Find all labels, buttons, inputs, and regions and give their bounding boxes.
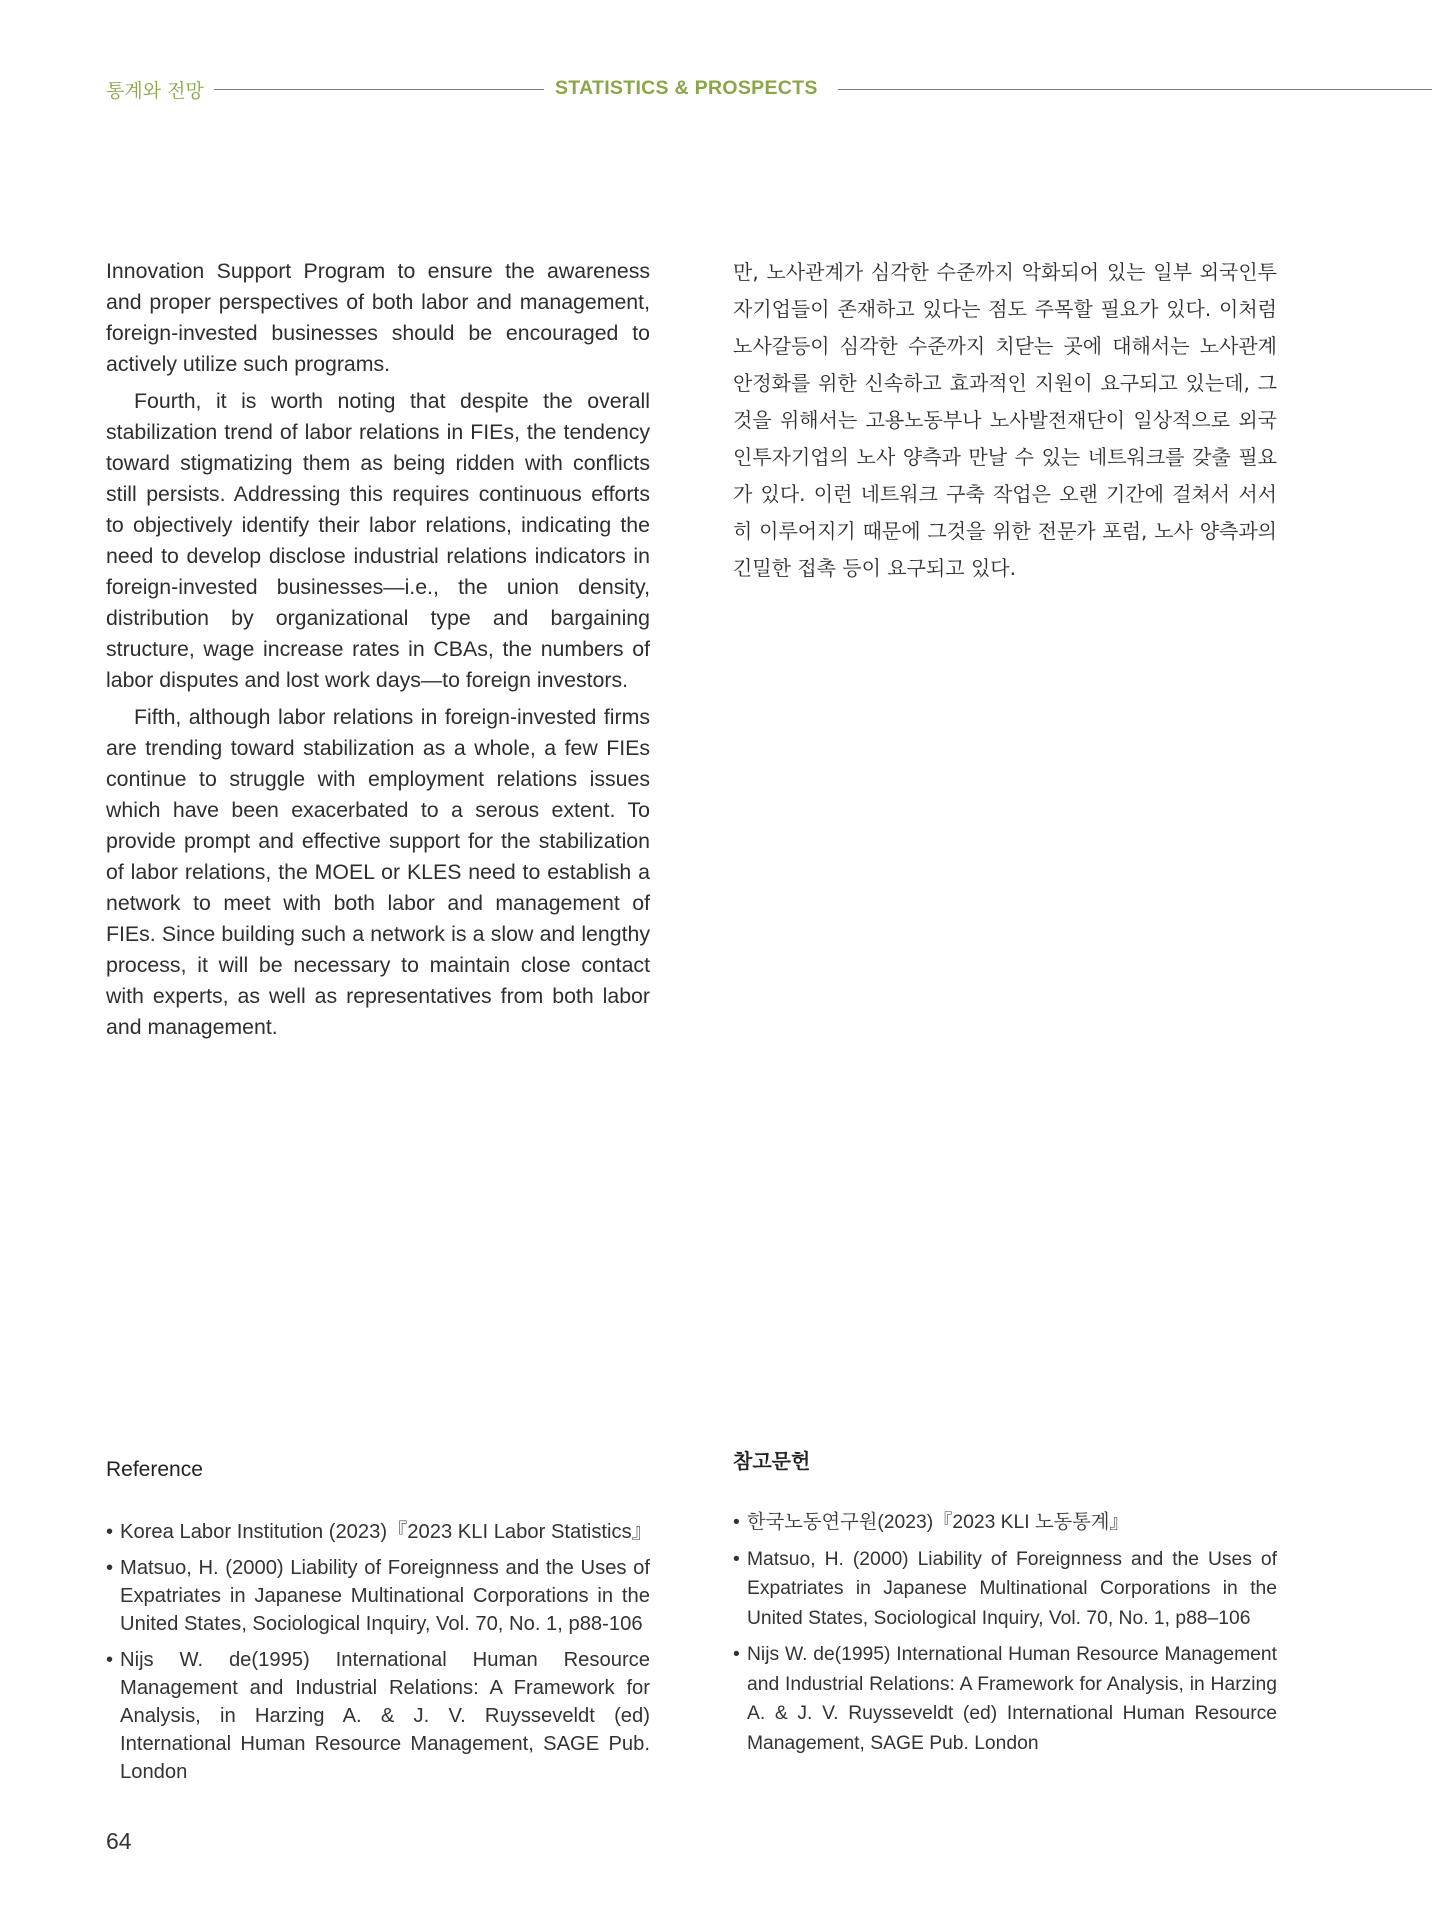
reference-text: Nijs W. de(1995) International Human Resource Management and Industrial Relations: A Framework for Analysis, in Harzing A. & J. V. Ruysseveldt (ed) International Human Resource Management, SAGE Pub. London	[747, 1644, 1277, 1754]
references-list-english	[106, 1518, 650, 1794]
reference-item	[733, 1640, 1277, 1758]
bullet-icon: •	[106, 1649, 114, 1671]
reference-text: Matsuo, H. (2000) Liability of Foreignness and the Uses of Expatriates in Japanese Multinational Corporations in the United States, Sociological Inquiry, Vol. 70, No. 1, p88-106	[120, 1557, 650, 1635]
reference-item	[106, 1646, 650, 1786]
references-heading-korean: 참고문헌	[733, 1449, 811, 1473]
references-list-korean	[733, 1508, 1277, 1765]
bullet-icon: •	[733, 1512, 740, 1533]
english-body-column	[106, 256, 650, 1049]
section-title-korean: 통계와 전망	[106, 80, 204, 102]
header-rule-right	[838, 89, 1432, 90]
reference-text: 한국노동연구원(2023)『2023 KLI 노동통계』	[747, 1512, 1129, 1533]
page-number: 64	[106, 1828, 132, 1854]
bullet-icon: •	[106, 1521, 114, 1543]
section-title-english: STATISTICS & PROSPECTS	[555, 77, 818, 99]
reference-text: Korea Labor Institution (2023)『2023 KLI Labor Statistics』	[120, 1521, 652, 1543]
korean-body-column	[733, 254, 1277, 587]
reference-item	[106, 1518, 650, 1546]
bullet-icon: •	[733, 1548, 740, 1570]
reference-item	[106, 1554, 650, 1638]
reference-text: Matsuo, H. (2000) Liability of Foreignness and the Uses of Expatriates in Japanese Multinational Corporations in the United States, Sociological Inquiry, Vol. 70, No. 1, p88–106	[747, 1548, 1277, 1629]
reference-item	[733, 1508, 1277, 1538]
reference-item	[733, 1545, 1277, 1634]
header-rule-left	[214, 89, 544, 90]
bullet-icon: •	[106, 1557, 114, 1579]
korean-paragraph: 만, 노사관계가 심각한 수준까지 악화되어 있는 일부 외국인투자기업들이 존재하고 있다는 점도 주목할 필요가 있다. 이처럼 노사갈등이 심각한 수준까지 치닫는 곳에 대해서는 노사관계 안정화를 위한 신속하고 효과적인 지원이 요구되고 있는데, 그것을 위해서는 고용노동부나 노사발전재단이 일상적으로 외국인투자기업의 노사 양측과 만날 수 있는 네트워크를 갖출 필요가 있다. 이런 네트워크 구축 작업은 오랜 기간에 걸쳐서 서서히 이루어지기 때문에 그것을 위한 전문가 포럼, 노사 양측과의 긴밀한 접촉 등이 요구되고 있다.	[733, 260, 1277, 580]
english-paragraph-2: Fourth, it is worth noting that despite the overall stabilization trend of labor relations in FIEs, the tendency toward stigmatizing them as being ridden with conflicts still persists. Addressing this requires continuous efforts to objectively identify their labor relations, indicating the need to develop disclose industrial relations indicators in foreign-invested businesses—i.e., the union density, distribution by organizational type and bargaining structure, wage increase rates in CBAs, the numbers of labor disputes and lost work days—to foreign investors.	[106, 389, 650, 692]
english-paragraph-3: Fifth, although labor relations in foreign-invested firms are trending toward stabilization as a whole, a few FIEs continue to struggle with employment relations issues which have been exacerbated to a serous extent. To provide prompt and effective support for the stabilization of labor relations, the MOEL or KLES need to establish a network to meet with both labor and management of FIEs. Since building such a network is a slow and lengthy process, it will be necessary to maintain close contact with experts, as well as representatives from both labor and management.	[106, 705, 650, 1039]
reference-text: Nijs W. de(1995) International Human Resource Management and Industrial Relations: A Framework for Analysis, in Harzing A. & J. V. Ruysseveldt (ed) International Human Resource Management, SAGE Pub. London	[120, 1649, 650, 1783]
references-heading-english: Reference	[106, 1458, 203, 1481]
bullet-icon: •	[733, 1644, 740, 1665]
english-paragraph-1: Innovation Support Program to ensure the awareness and proper perspectives of both labor and management, foreign-invested businesses should be encouraged to actively utilize such programs.	[106, 259, 650, 376]
